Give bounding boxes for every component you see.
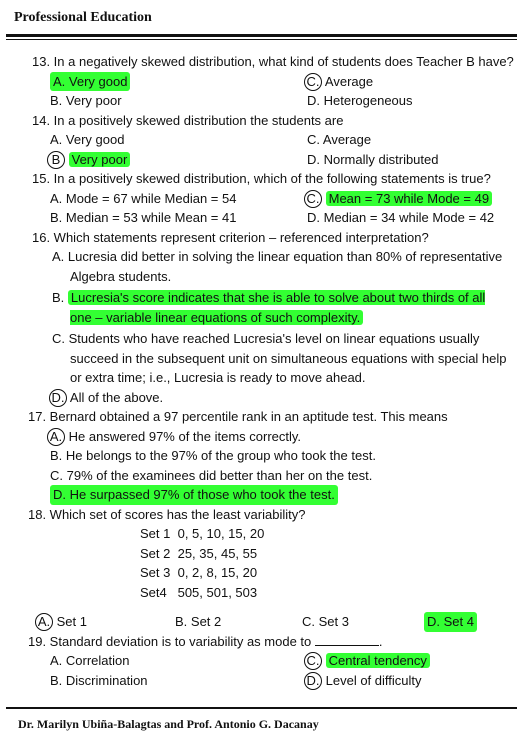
question-15-stem: 15. In a positively skewed distribution, which of the following statements is true?	[32, 171, 491, 186]
q17-a-wrap	[50, 427, 301, 447]
q17-option-c: C. 79% of the examinees did better than her on the test.	[50, 467, 373, 483]
q19-stem-text: 19. Standard deviation is to variability as mode to	[28, 633, 312, 649]
question-14-stem: 14. In a positively skewed distribution the students are	[32, 112, 344, 128]
q13-option-d: D. Heterogeneous	[307, 93, 413, 108]
q16-d-wrap	[52, 388, 163, 408]
q19-option-b: B. Discrimination	[50, 672, 148, 688]
q19-c-text: Central tendency	[326, 653, 430, 668]
q14-option-b	[50, 150, 130, 170]
q18-options-row	[0, 612, 523, 632]
questions-section	[0, 52, 523, 690]
page-footer: Dr. Marilyn Ubiña-Balagtas and Prof. Antonio G. Dacanay	[18, 717, 319, 731]
q16-option-a: A. Lucresia did better in solving the linear equation than 80% of representative Algebra students.	[52, 249, 503, 284]
q15-c-text: Mean = 73 while Mode = 49	[326, 191, 492, 206]
header-rule-thin	[6, 39, 517, 40]
q14-option-c: C. Average	[307, 132, 372, 147]
q18-option-b: B. Set 2	[175, 614, 222, 629]
q14-option-d: D. Normally distributed	[307, 151, 439, 167]
q13-option-b: B. Very poor	[50, 93, 122, 108]
question-14-row2	[0, 150, 523, 170]
q18-set-row	[0, 563, 523, 583]
q16-d-text: All of the above.	[69, 389, 164, 405]
question-15-row1	[0, 189, 523, 209]
q18-option-c: C. Set 3	[302, 614, 349, 629]
q14-b-text: Very poor	[69, 152, 131, 167]
q19-d-circle: D.	[304, 672, 322, 690]
q15-option-b: B. Median = 53 while Mean = 41	[50, 210, 237, 225]
question-13-row2	[0, 91, 523, 111]
q17-option-d: D. He surpassed 97% of those who took the test.	[50, 485, 338, 505]
q18-set-row	[0, 524, 523, 544]
q18-set-row	[0, 544, 523, 564]
question-17-stem: 17. Bernard obtained a 97 percentile rank in an aptitude test. This means	[28, 409, 448, 424]
question-19-stem	[0, 632, 523, 652]
q15-c-circle: C.	[304, 190, 322, 208]
q17-a-circle: A.	[47, 428, 65, 446]
q18-set-label: Set 3	[140, 565, 171, 580]
q18-set-row	[0, 583, 523, 603]
q18-set-values: 25, 35, 45, 55	[177, 545, 258, 561]
page-header: Professional Education	[14, 10, 152, 25]
q15-option-a: A. Mode = 67 while Median = 54	[50, 190, 237, 206]
q18-set-label: Set4	[140, 584, 167, 600]
q18-set-values: 505, 501, 503	[177, 584, 258, 600]
q18-set-values: 0, 5, 10, 15, 20	[177, 526, 265, 541]
q16-option-d	[0, 388, 523, 408]
question-19-row2	[0, 671, 523, 691]
q18-set-label: Set 2	[140, 545, 171, 561]
q13-option-a: A. Very good	[50, 72, 130, 92]
q17-option-a	[0, 427, 523, 447]
q18-a-text: Set 1	[56, 614, 87, 629]
q19-option-a: A. Correlation	[50, 653, 130, 668]
question-18-stem: 18. Which set of scores has the least variability?	[28, 506, 306, 522]
q18-option-a	[38, 612, 87, 632]
q16-b-letter: B.	[52, 290, 65, 305]
q17-option-b-row	[0, 446, 523, 466]
q18-a-circle: A.	[35, 613, 53, 631]
q19-option-c	[307, 651, 430, 671]
q19-option-d	[307, 671, 422, 691]
q18-option-d: D. Set 4	[424, 612, 477, 632]
q16-b-text: Lucresia's score indicates that she is able to solve about two thirds of all one – variable linear equations of such complexity.	[68, 290, 485, 325]
q19-blank	[315, 633, 379, 646]
q17-option-b: B. He belongs to the 97% of the group who took the test.	[50, 448, 376, 463]
q14-option-a: A. Very good	[50, 132, 125, 147]
question-13-row1	[0, 72, 523, 92]
q16-option-c: C. Students who have reached Lucresia's level on linear equations usually succeed in the subsequent unit on simultaneous equations with special help or extra time; i.e., Lucresia is ready to move ahead.	[52, 331, 507, 385]
question-13-stem: 13. In a negatively skewed distribution, what kind of students does Teacher B have?	[32, 54, 514, 69]
q18-set-values: 0, 2, 8, 15, 20	[177, 565, 258, 580]
footer-rule	[6, 707, 517, 709]
q17-option-c-row	[0, 466, 523, 486]
q19-d-text: Level of difficulty	[325, 672, 422, 688]
question-16-stem: 16. Which statements represent criterion – referenced interpretation?	[32, 229, 429, 245]
q16-option-b	[0, 288, 510, 327]
q13-c-circle: C.	[304, 73, 322, 91]
question-14-row1	[0, 130, 523, 150]
q19-stem-end: .	[378, 633, 383, 649]
question-19-row1	[0, 651, 523, 671]
q18-set-label: Set 1	[140, 526, 171, 541]
q17-a-text: He answered 97% of the items correctly.	[68, 428, 302, 444]
q13-c-text: Average	[324, 73, 374, 89]
q14-b-circle: B	[47, 151, 65, 169]
q19-c-circle: C.	[304, 652, 322, 670]
q15-option-d: D. Median = 34 while Mode = 42	[307, 210, 495, 225]
q13-option-c	[307, 72, 373, 92]
header-rule	[6, 34, 517, 37]
spacer	[0, 602, 523, 612]
q17-option-d-row	[0, 485, 523, 505]
q15-option-c	[307, 189, 492, 209]
q16-d-circle: D.	[49, 389, 67, 407]
question-15-row2	[0, 208, 523, 228]
